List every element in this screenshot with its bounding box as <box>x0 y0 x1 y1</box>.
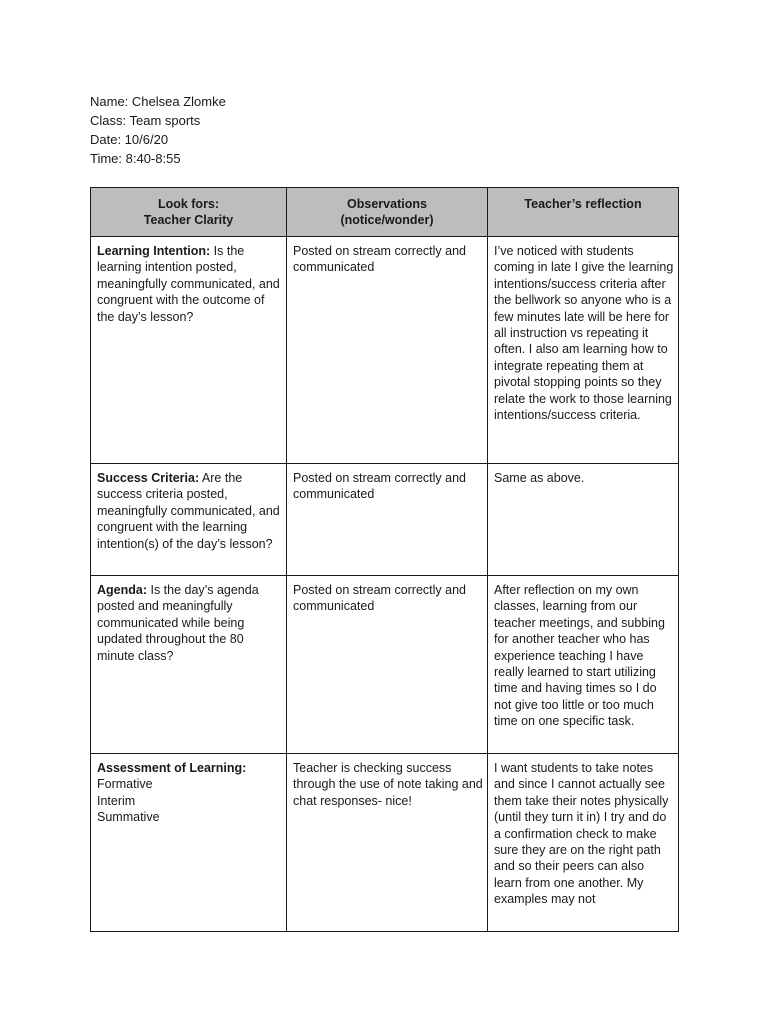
observation-cell: Teacher is checking success through the use of note taking and chat responses- nice! <box>287 754 488 932</box>
reflection-cell: After reflection on my own classes, learning from our teacher meetings, and subbing for another teacher who has experience teaching I have really learned to start utilizing time and having times so I do not give too little or too much time on one specific task. <box>488 576 679 754</box>
observation-table <box>90 187 679 932</box>
header-reflection-label: Teacher’s reflection <box>524 197 642 211</box>
row-question: Is the day’s agenda posted and meaningfully communicated while being updated throughout the 80 minute class? <box>97 583 259 663</box>
reflection-cell: Same as above. <box>488 464 679 576</box>
header-reflection <box>488 188 679 237</box>
observation-cell: Posted on stream correctly and communicated <box>287 237 488 464</box>
look-for-cell <box>91 754 287 932</box>
assessment-type-formative: Formative <box>97 777 153 792</box>
reflection-cell: I want students to take notes and since I cannot actually see them take their notes physically (until they turn it in) I try and do a confirmation check to make sure they are on the right path and so their peers can also learn from one another. My examples may not <box>488 754 679 932</box>
header-observations <box>287 188 488 237</box>
row-question: Is the learning intention posted, meaningfully communicated, and congruent with the outcome of the day’s lesson? <box>97 244 280 324</box>
assessment-type-interim: Interim <box>97 793 136 808</box>
row-question: Are the success criteria posted, meaningfully communicated, and congruent with the learning intention(s) of the day’s lesson? <box>97 471 280 551</box>
row-label: Assessment of Learning: <box>97 761 247 775</box>
reflection-cell: I’ve noticed with students coming in late I give the learning intentions/success criteria after the bellwork so anyone who is a few minutes late will be here for all instruction vs repeating it often. I also am learning how to integrate repeating them at pivotal stopping points so they relate the work to those learning intentions/success criteria. <box>488 237 679 464</box>
look-for-cell <box>91 464 287 576</box>
row-label: Learning Intention: <box>97 244 211 258</box>
assessment-type-summative: Summative <box>97 810 160 825</box>
table-row <box>91 576 679 754</box>
table-row <box>91 464 679 576</box>
observation-cell: Posted on stream correctly and communicated <box>287 464 488 576</box>
header-observations-line1: Observations <box>347 197 427 211</box>
header-look-fors-line2: Teacher Clarity <box>143 213 234 227</box>
row-label: Success Criteria: <box>97 471 200 485</box>
time-line: Time: 8:40-8:55 <box>90 151 181 166</box>
document-header <box>90 92 226 168</box>
row-label: Agenda: <box>97 583 147 597</box>
table-row <box>91 754 679 932</box>
class-line: Class: Team sports <box>90 113 201 128</box>
header-look-fors-line1: Look fors: <box>157 197 220 211</box>
table-row <box>91 237 679 464</box>
date-line: Date: 10/6/20 <box>90 132 169 147</box>
look-for-cell <box>91 237 287 464</box>
observation-cell: Posted on stream correctly and communicated <box>287 576 488 754</box>
header-observations-line2: (notice/wonder) <box>340 213 434 227</box>
header-look-fors <box>91 188 287 237</box>
look-for-cell <box>91 576 287 754</box>
name-line: Name: Chelsea Zlomke <box>90 94 226 109</box>
table-header-row <box>91 188 679 237</box>
